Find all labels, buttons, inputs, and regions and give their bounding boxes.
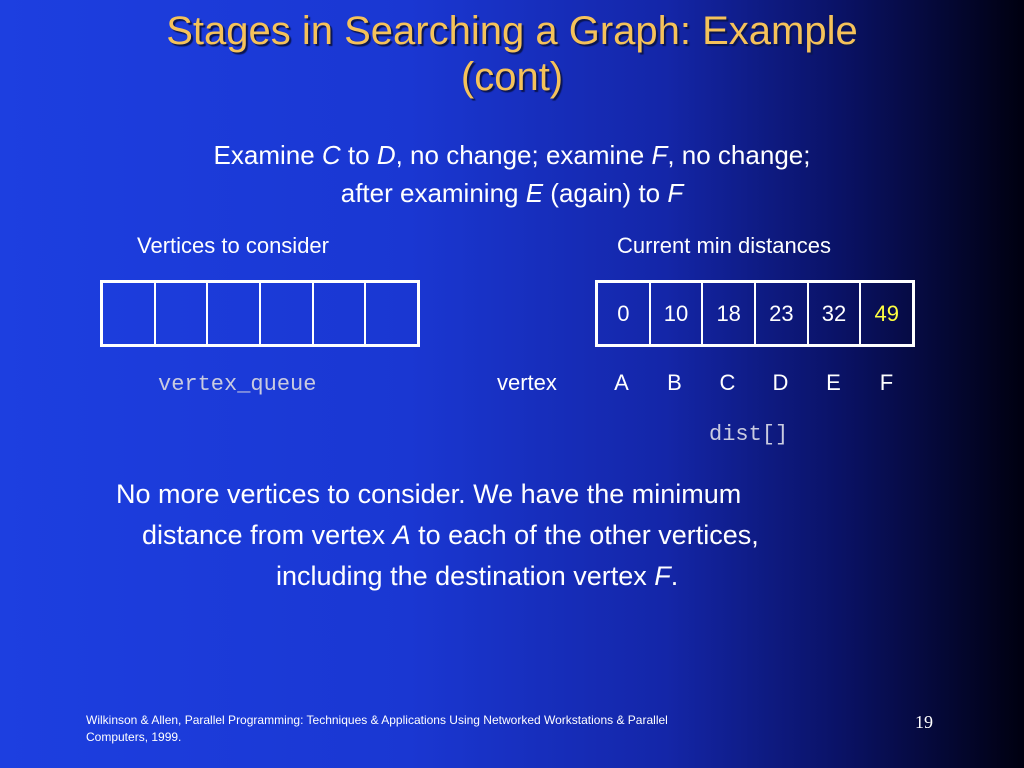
vertex-queue-name: vertex_queue	[158, 372, 317, 397]
subtitle-text: , no change;	[667, 140, 811, 170]
body-text	[100, 474, 930, 597]
dist-cell-f-highlighted: 49	[874, 300, 899, 326]
queue-cell	[366, 283, 417, 344]
dist-cell-c: 18	[703, 283, 756, 344]
body-text-span: distance from vertex	[142, 520, 393, 550]
subtitle-text: , no change; examine	[395, 140, 652, 170]
vertex-label: vertex	[497, 370, 557, 395]
body-vertex: A	[392, 520, 411, 550]
subtitle-text: to	[340, 140, 377, 170]
vertex-name: A	[614, 370, 629, 395]
vertex-row	[497, 370, 913, 396]
vertex-name: C	[719, 370, 736, 395]
dist-cell-a: 0	[598, 283, 651, 344]
subtitle-line-1	[60, 136, 964, 174]
subtitle-vertex: F	[651, 140, 668, 170]
vertices-to-consider-label: Vertices to consider	[137, 233, 329, 258]
dist-array	[595, 280, 915, 347]
dist-array-name: dist[]	[709, 422, 789, 447]
body-text-span: to each of the other vertices,	[410, 520, 759, 550]
vertex-name: E	[826, 370, 841, 395]
subtitle-text: (again) to	[543, 178, 668, 208]
vertex-name: D	[772, 370, 789, 395]
subtitle-text: after examining	[340, 178, 526, 208]
subtitle-vertex: F	[667, 178, 684, 208]
body-text-span: .	[670, 561, 679, 591]
slide-subtitle	[60, 136, 964, 212]
queue-cell	[156, 283, 209, 344]
body-vertex: F	[654, 561, 671, 591]
footer-line-2: Computers, 1999.	[86, 730, 182, 744]
body-text-span: including the destination vertex	[276, 561, 655, 591]
dist-cell-d: 23	[756, 283, 809, 344]
title-line-2: (cont)	[460, 55, 564, 99]
queue-cell	[261, 283, 314, 344]
page-number: 19	[915, 712, 933, 732]
subtitle-vertex: C	[321, 140, 341, 170]
queue-cell	[208, 283, 261, 344]
subtitle-vertex: D	[376, 140, 396, 170]
title-line-1: Stages in Searching a Graph: Example	[166, 9, 858, 53]
body-line-2	[100, 515, 930, 556]
slide-title	[40, 8, 984, 100]
vertex-name: B	[667, 370, 682, 395]
subtitle-vertex: E	[525, 178, 544, 208]
vertex-queue-array	[100, 280, 420, 347]
queue-cell	[103, 283, 156, 344]
body-line-3	[100, 556, 930, 597]
footer-citation	[86, 712, 806, 746]
dist-cell-e: 32	[809, 283, 862, 344]
dist-cell-b: 10	[651, 283, 704, 344]
body-line-1: No more vertices to consider. We have the minimum	[116, 479, 742, 509]
vertex-name: F	[879, 370, 894, 395]
subtitle-line-2	[60, 174, 964, 212]
subtitle-text: Examine	[213, 140, 322, 170]
current-min-distances-label: Current min distances	[617, 233, 831, 258]
footer-line-1: Wilkinson & Allen, Parallel Programming: Techniques & Applications Using Networked Workstations & Parallel	[86, 713, 668, 727]
queue-cell	[314, 283, 367, 344]
